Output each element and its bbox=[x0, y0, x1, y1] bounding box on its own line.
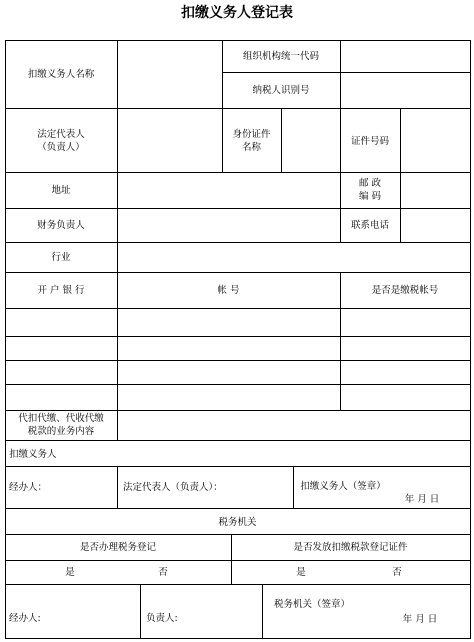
label-withholder-legal-rep: 法定代表人（负责人）： bbox=[123, 481, 223, 493]
label-industry: 行业 bbox=[51, 251, 71, 263]
label-contact-phone: 联系电话 bbox=[350, 219, 389, 231]
label-tax-responsible: 负责人: bbox=[146, 612, 178, 624]
grid-line bbox=[5, 336, 471, 337]
label-id-number: 证件号码 bbox=[350, 135, 389, 147]
label-postal-line2: 编 码 bbox=[358, 191, 382, 202]
label-bank: 开 户 银 行 bbox=[37, 284, 85, 296]
label-postal-code bbox=[340, 172, 400, 208]
label-legal-rep bbox=[5, 110, 117, 172]
grid-line bbox=[470, 40, 471, 639]
label-address: 地址 bbox=[51, 184, 71, 196]
label-tax-authority-section: 税务机关 bbox=[218, 516, 257, 528]
label-withholder-section: 扣缴义务人 bbox=[9, 448, 57, 460]
grid-line bbox=[5, 384, 471, 385]
grid-line bbox=[117, 40, 118, 441]
label-cert-yes: 是 bbox=[296, 566, 306, 578]
label-business-content bbox=[5, 410, 117, 440]
label-tax-stamp: 税务机关（签章） bbox=[273, 598, 350, 610]
label-withholder-date: 年 月 日 bbox=[404, 493, 440, 505]
grid-line bbox=[400, 172, 401, 243]
grid-line bbox=[340, 40, 341, 109]
label-tax-handler: 经办人: bbox=[9, 612, 41, 624]
label-id-doc bbox=[222, 110, 281, 172]
label-id-doc-line2: 名称 bbox=[241, 142, 261, 153]
label-business-line1: 代扣代缴、代收代缴 bbox=[18, 413, 104, 424]
grid-line bbox=[5, 584, 471, 585]
label-withholder-name: 扣缴义务人名称 bbox=[27, 68, 95, 80]
grid-line bbox=[117, 466, 118, 509]
grid-line bbox=[400, 108, 401, 173]
label-cert-no: 否 bbox=[392, 566, 402, 578]
label-legal-rep-line2: （负责人） bbox=[37, 142, 85, 153]
grid-line bbox=[5, 108, 471, 109]
grid-line bbox=[5, 638, 471, 639]
label-tax-date: 年 月 日 bbox=[402, 613, 438, 625]
label-reg-yes: 是 bbox=[65, 566, 75, 578]
label-withholder-stamp: 扣缴义务人（签章） bbox=[300, 480, 386, 492]
grid-line bbox=[5, 440, 471, 441]
label-taxpayer-id: 纳税人识别号 bbox=[252, 84, 310, 96]
label-withholder-handler: 经办人： bbox=[9, 481, 48, 493]
label-id-doc-line1: 身份证件 bbox=[232, 129, 271, 140]
grid-line bbox=[281, 108, 282, 173]
label-reg-no: 否 bbox=[158, 566, 168, 578]
grid-line bbox=[5, 508, 471, 509]
grid-line bbox=[5, 360, 471, 361]
grid-line bbox=[5, 466, 471, 467]
grid-line bbox=[140, 584, 141, 639]
label-postal-line1: 邮 政 bbox=[358, 178, 382, 189]
label-business-line2: 税款的业务内容 bbox=[27, 426, 95, 437]
page-title: 扣缴义务人登记表 bbox=[181, 5, 293, 21]
label-tax-cert-question: 是否发放扣缴税款登记证件 bbox=[293, 541, 408, 553]
label-org-code: 组织机构统一代码 bbox=[242, 50, 319, 62]
label-account: 帐 号 bbox=[217, 284, 240, 296]
label-legal-rep-line1: 法定代表人 bbox=[37, 129, 85, 140]
label-finance-head: 财务负责人 bbox=[37, 219, 85, 231]
label-tax-reg-question: 是否办理税务登记 bbox=[79, 541, 156, 553]
grid-line bbox=[5, 308, 471, 309]
label-is-tax-account: 是否是缴税帐号 bbox=[371, 284, 439, 296]
